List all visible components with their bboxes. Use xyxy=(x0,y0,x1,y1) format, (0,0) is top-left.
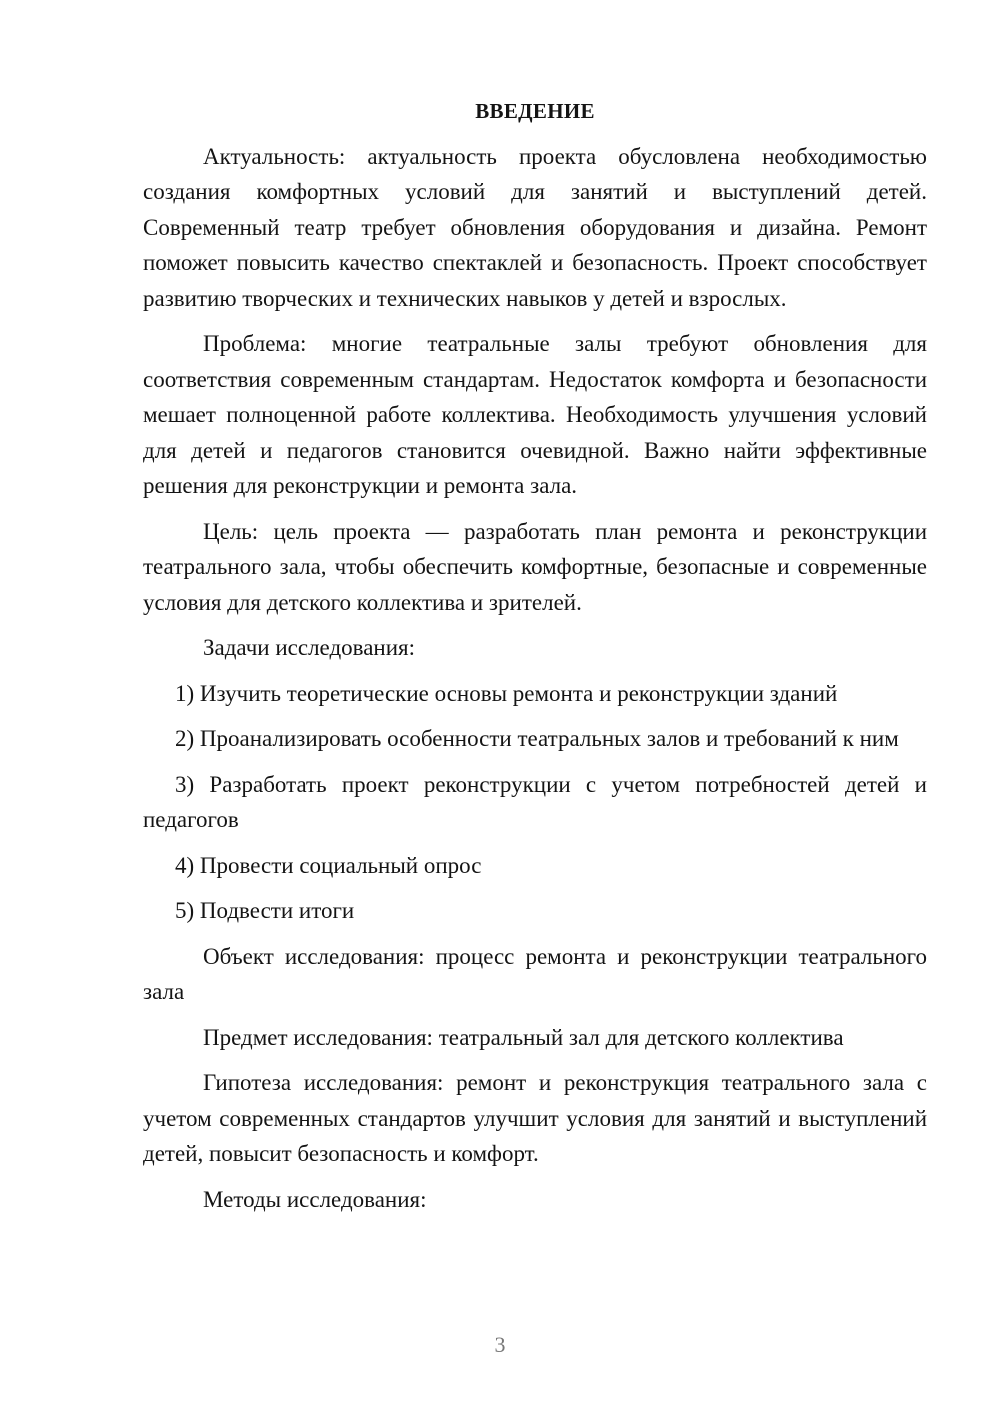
problem-paragraph: Проблема: многие театральные залы требуют обновления для соответствия современным стандартам. Недостаток комфорта и безопасности мешает полноценной работе коллектива. Необходимость улучшения условий для детей и педагогов становится очевидной. Важно найти эффективные решения для реконструкции и ремонта зала. xyxy=(143,331,927,498)
methods-heading: Методы исследования: xyxy=(203,1186,427,1212)
page-number: 3 xyxy=(494,1332,506,1357)
object-paragraph: Объект исследования: процесс ремонта и реконструкции театрального зала xyxy=(143,943,927,1004)
document-page xyxy=(143,94,927,1227)
task-item-4: 4) Провести социальный опрос xyxy=(175,852,482,878)
hypothesis-paragraph: Гипотеза исследования: ремонт и реконструкция театрального зала с учетом современных стандартов улучшит условия для занятий и выступлений детей, повысит безопасность и комфорт. xyxy=(143,1070,927,1166)
task-item-5: 5) Подвести итоги xyxy=(175,898,355,923)
relevance-paragraph: Актуальность: актуальность проекта обусловлена необходимостью создания комфортных условий для занятий и выступлений детей. Современный театр требует обновления оборудования и дизайна. Ремонт поможет повысить качество спектаклей и безопасность. Проект способствует развитию творческих и технических навыков у детей и взрослых. xyxy=(143,143,927,311)
task-item-2: 2) Проанализировать особенности театральных залов и требований к ним xyxy=(175,726,899,751)
section-title: ВВЕДЕНИЕ xyxy=(475,99,595,123)
tasks-heading: Задачи исследования: xyxy=(203,635,416,660)
subject-paragraph: Предмет исследования: театральный зал для детского коллектива xyxy=(203,1024,844,1050)
goal-paragraph: Цель: цель проекта — разработать план ремонта и реконструкции театрального зала, чтобы обеспечить комфортные, безопасные и современные условия для детского коллектива и зрителей. xyxy=(143,518,927,615)
task-item-1: 1) Изучить теоретические основы ремонта и реконструкции зданий xyxy=(175,680,838,706)
task-item-3: 3) Разработать проект реконструкции с учетом потребностей детей и педагогов xyxy=(143,771,927,832)
